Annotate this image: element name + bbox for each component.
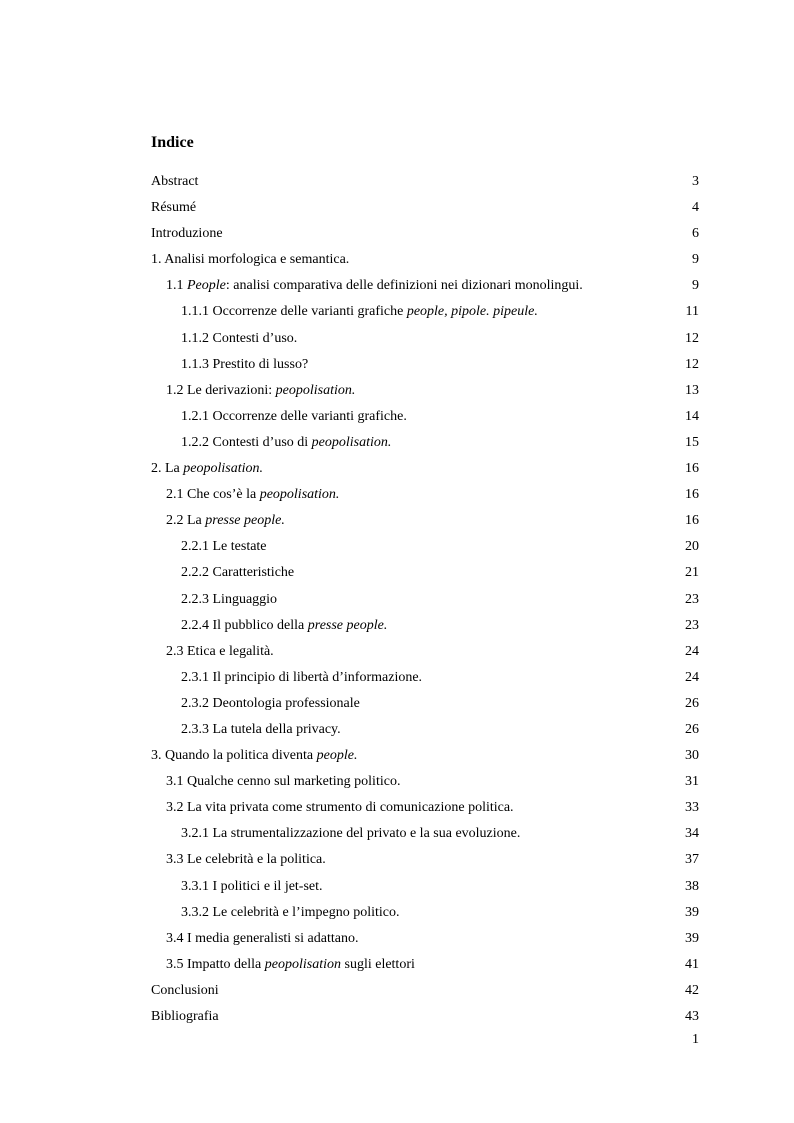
toc-entry-label-prefix: 2.2 La (166, 513, 206, 529)
toc-entry-label-italic: peopolisation. (311, 434, 392, 450)
toc-entry-page-number: 23 (685, 617, 699, 633)
toc-entry (151, 535, 699, 561)
toc-entry-label: Abstract (151, 174, 199, 189)
toc-entry (151, 561, 699, 587)
toc-entry-page-number: 34 (685, 826, 699, 842)
toc-entry-page-number: 12 (685, 356, 699, 372)
toc-entry-label-prefix: 1.2.2 Contesti d’uso di (181, 434, 312, 450)
toc-entry-page-number: 16 (685, 487, 699, 503)
toc-entry-page-number: 23 (685, 591, 699, 607)
toc-entry-label (166, 483, 339, 507)
toc-entry (151, 770, 699, 796)
toc-entry-label: 2.3.3 La tutela della privacy. (181, 721, 341, 737)
toc-entry (151, 953, 699, 979)
toc-entry-label: 3.2.1 La strumentalizzazione del privato e la sua evoluzione. (181, 826, 521, 842)
toc-entry-label: 2.2.3 Linguaggio (181, 591, 278, 607)
toc-entry (151, 431, 699, 457)
toc-entry (151, 170, 699, 196)
toc-entry (151, 405, 699, 431)
toc-entry-page-number: 11 (685, 304, 699, 320)
toc-entry-label: 1.2.1 Occorrenze delle varianti grafiche. (181, 408, 407, 424)
toc-entry (151, 457, 699, 483)
toc-entry-page-number: 16 (685, 513, 699, 529)
toc-entry-label-italic: peopolisation. (259, 487, 340, 503)
toc-entry (151, 379, 699, 405)
toc-entry (151, 640, 699, 666)
toc-entry-label (166, 379, 355, 403)
toc-entry (151, 822, 699, 848)
toc-entry-label: 2.3 Etica e legalità. (166, 643, 274, 659)
toc-entry-label-suffix: sugli elettori (341, 956, 415, 972)
toc-entry-label (181, 431, 391, 455)
toc-entry (151, 614, 699, 640)
toc-entry-label (166, 274, 583, 298)
toc-entry-label: Bibliografia (151, 1009, 219, 1024)
toc-entry-label: 1.1.2 Contesti d’uso. (181, 330, 298, 346)
toc-entry-label: 2.2.2 Caratteristiche (181, 565, 295, 581)
page-number: 1 (692, 1032, 699, 1047)
toc-entry-page-number: 20 (685, 539, 699, 555)
toc-entry (151, 248, 699, 274)
toc-entry-label: Conclusioni (151, 982, 219, 998)
toc-entry-label-prefix: 2.1 Che cos’è la (166, 487, 260, 503)
toc-entry-label-suffix: : analisi comparativa delle definizioni nei dizionari monolingui. (225, 278, 583, 294)
toc-entry-page-number: 30 (685, 748, 699, 764)
toc-entry (151, 718, 699, 744)
toc-entry-page-number: 26 (685, 695, 699, 711)
toc-entry-label-italic: presse people. (307, 617, 388, 633)
toc-entry-label-prefix: 3. Quando la politica diventa (151, 748, 317, 764)
toc-entry-page-number: 15 (685, 434, 699, 450)
toc-entry-page-number: 31 (685, 774, 699, 790)
toc-entry-page-number: 9 (692, 252, 699, 268)
toc-entry-label: Résumé (151, 200, 197, 216)
toc-entry-label: 3.1 Qualche cenno sul marketing politico. (166, 774, 401, 790)
toc-entry-page-number: 21 (685, 565, 699, 581)
toc-entry-label-prefix: 1.1.1 Occorrenze delle varianti grafiche (181, 304, 407, 320)
toc-entry-label-italic: presse people. (205, 513, 285, 529)
toc-entry (151, 848, 699, 874)
toc-entry-label: 3.3.2 Le celebrità e l’impegno politico. (181, 904, 400, 920)
toc-entry-label: 2.3.1 Il principio di libertà d’informazione. (181, 669, 423, 685)
toc-entry-label-italic: people, pipole. pipeule. (406, 304, 538, 320)
toc-entry-page-number: 24 (685, 643, 699, 659)
toc-entry-page-number: 6 (692, 226, 699, 242)
toc-entry-label (181, 300, 538, 324)
toc-entry (151, 509, 699, 535)
toc-entry (151, 901, 699, 927)
toc-entry (151, 666, 699, 692)
toc-entry-label: 2.2.1 Le testate (181, 539, 267, 555)
toc-entry (151, 692, 699, 718)
toc-entry (151, 979, 699, 1005)
toc-entry (151, 927, 699, 953)
toc-entry-label-italic: peopolisation. (275, 382, 356, 398)
toc-entry (151, 796, 699, 822)
toc-entry (151, 353, 699, 379)
toc-entry (151, 196, 699, 222)
toc-entry-page-number: 9 (692, 278, 699, 294)
toc-entry-label: 1. Analisi morfologica e semantica. (151, 252, 350, 268)
toc-entry-page-number: 13 (685, 382, 699, 398)
toc-entry-page-number: 39 (685, 904, 699, 920)
toc-entry-label: 2.3.2 Deontologia professionale (181, 695, 360, 711)
toc-entry-page-number: 16 (685, 461, 699, 477)
toc-entry (151, 744, 699, 770)
toc-entry-label-italic: people. (316, 748, 358, 764)
toc-entry-page-number: 24 (685, 669, 699, 685)
toc-entry-label (181, 614, 387, 638)
toc-entry-page-number: 12 (685, 330, 699, 346)
toc-entry-label: 3.3 Le celebrità e la politica. (166, 852, 326, 868)
toc-entry-label (166, 953, 415, 977)
toc-entry-page-number: 38 (685, 878, 699, 894)
toc-entry-label-prefix: 2.2.4 Il pubblico della (181, 617, 308, 633)
toc-entry-label: 3.2 La vita privata come strumento di comunicazione politica. (166, 800, 514, 816)
toc-entry (151, 875, 699, 901)
toc-entry-page-number: 39 (685, 930, 699, 946)
toc-entry-page-number: 42 (685, 982, 699, 998)
toc-entry-label-italic: People (187, 278, 226, 294)
toc-entry-page-number: 41 (685, 956, 699, 972)
toc-entry-page-number: 43 (685, 1009, 699, 1024)
toc-entry (151, 483, 699, 509)
toc-entry-label-prefix: 1.1 (166, 278, 187, 294)
toc-entry-page-number: 26 (685, 721, 699, 737)
toc-entry-label (151, 457, 263, 481)
toc-entry-label-prefix: 1.2 Le derivazioni: (166, 382, 276, 398)
toc-entry-label: 1.1.3 Prestito di lusso? (181, 356, 309, 372)
toc-entry (151, 588, 699, 614)
toc-entry-page-number: 14 (685, 408, 699, 424)
toc-entry (151, 1005, 699, 1031)
toc-entry-label-prefix: 3.5 Impatto della (166, 956, 265, 972)
toc-entry-page-number: 4 (692, 200, 699, 216)
toc-entry-label-italic: peopolisation (264, 956, 341, 972)
toc-entry-label-italic: peopolisation. (183, 461, 263, 477)
toc-list (151, 170, 699, 1031)
toc-title: Indice (151, 134, 194, 151)
toc-entry-label: 3.4 I media generalisti si adattano. (166, 930, 359, 946)
toc-entry-label-prefix: 2. La (151, 461, 184, 477)
toc-entry-label (151, 744, 357, 768)
toc-entry (151, 300, 699, 326)
toc-entry (151, 222, 699, 248)
toc-entry (151, 274, 699, 300)
toc-entry (151, 327, 699, 353)
toc-entry-page-number: 33 (685, 800, 699, 816)
toc-entry-page-number: 3 (692, 174, 699, 189)
toc-entry-page-number: 37 (685, 852, 699, 868)
toc-entry-label: 3.3.1 I politici e il jet-set. (181, 878, 323, 894)
toc-entry-label (166, 509, 285, 533)
toc-entry-label: Introduzione (151, 226, 223, 242)
